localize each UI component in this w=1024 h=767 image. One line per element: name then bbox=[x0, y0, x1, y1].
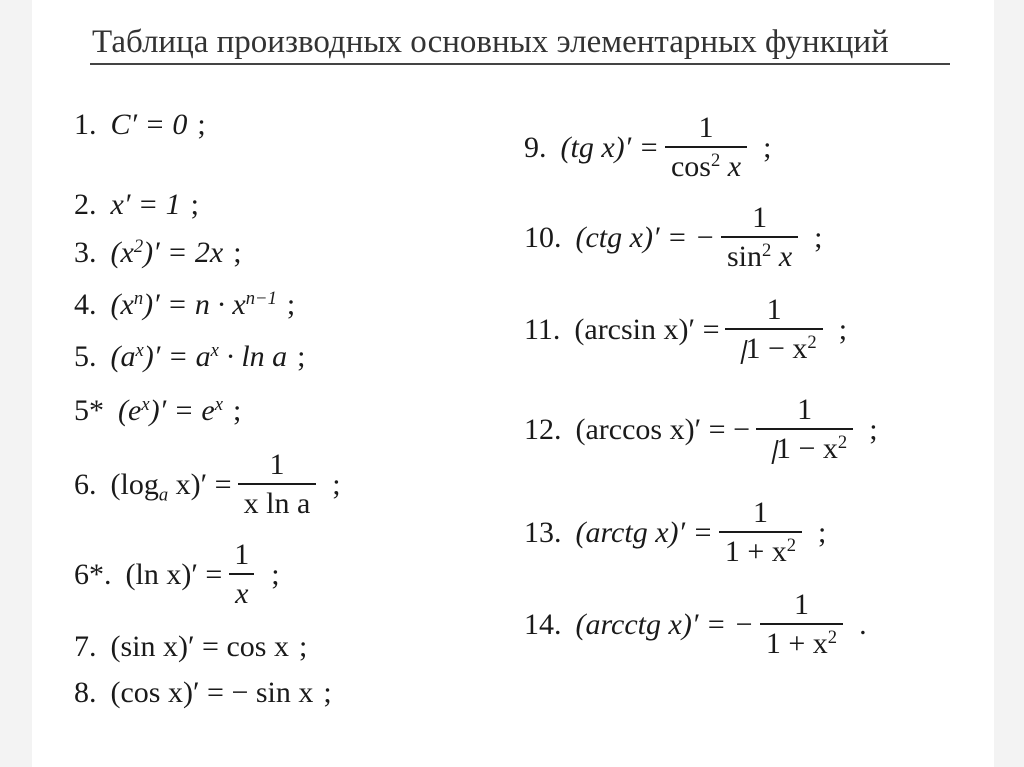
fraction-numerator: 1 bbox=[797, 393, 813, 426]
formula-number: 5* bbox=[74, 394, 104, 427]
formula-13 bbox=[524, 498, 826, 567]
formula-expression: (ln x)′ = bbox=[125, 557, 223, 591]
formula-14 bbox=[524, 590, 867, 659]
formula-terminator: ; bbox=[197, 108, 206, 141]
formula-number: 13. bbox=[524, 515, 562, 549]
formula-expression: $(x^n)' = n \cdot x^{n-1}$ bbox=[110, 287, 277, 321]
formula-expression: (arctg x)′ = bbox=[575, 515, 713, 549]
formula-number: 14. bbox=[524, 607, 562, 641]
formula-number: 10. bbox=[524, 220, 562, 254]
fraction bbox=[721, 203, 798, 272]
fraction-numerator: 1 bbox=[234, 538, 250, 571]
fraction-denominator: x bbox=[229, 573, 254, 609]
formula-terminator: ; bbox=[869, 412, 878, 446]
formula-expression: (cos x)′ = − sin x bbox=[110, 676, 314, 709]
formula-4 bbox=[74, 287, 296, 321]
fraction-denominator: $\cos^2 x$ bbox=[665, 146, 747, 182]
formula-5 bbox=[74, 339, 306, 373]
formula-number: 1. bbox=[74, 108, 97, 141]
fraction-denominator: $1 + x^2$ bbox=[760, 623, 843, 659]
formula-9 bbox=[524, 113, 771, 182]
formula-expression: $(a^x)' = a^x \cdot \ln a$ bbox=[110, 339, 288, 373]
formula-1 bbox=[74, 110, 206, 140]
formula-number: 8. bbox=[74, 676, 97, 709]
formula-expression: (sin x)′ = cos x bbox=[110, 630, 289, 663]
formula-terminator: ; bbox=[323, 676, 332, 709]
formula-number: 6*. bbox=[74, 557, 112, 591]
page-title: Таблица производных основных элементарных функций bbox=[92, 24, 889, 60]
fraction-denominator bbox=[725, 328, 822, 364]
fraction bbox=[719, 498, 802, 567]
fraction-denominator: x ln a bbox=[238, 483, 317, 519]
fraction-numerator: 1 bbox=[269, 448, 285, 481]
formula-number: 4. bbox=[74, 288, 97, 321]
fraction-numerator: 1 bbox=[752, 496, 768, 529]
formula-terminator: ; bbox=[286, 288, 296, 321]
fraction-numerator: 1 bbox=[752, 201, 768, 234]
formula-10 bbox=[524, 203, 822, 272]
fraction-numerator: 1 bbox=[766, 293, 782, 326]
formula-expression: (arcsin x)′ = bbox=[574, 312, 720, 346]
fraction bbox=[665, 113, 747, 182]
formula-expression: $(x^2)' = 2x$ bbox=[110, 235, 224, 269]
sqrt-radical: $1 - x^2$ bbox=[762, 434, 847, 464]
formula-number: 9. bbox=[524, 130, 547, 164]
fraction-denominator: $\sin^2 x$ bbox=[721, 236, 798, 272]
fraction-denominator: $1 + x^2$ bbox=[719, 531, 802, 567]
fraction-denominator bbox=[756, 428, 853, 464]
formula-5-star bbox=[74, 393, 242, 427]
formula-number: 11. bbox=[524, 312, 561, 346]
fraction bbox=[228, 540, 255, 609]
formula-expression: C′ = 0 bbox=[110, 108, 188, 141]
formula-12 bbox=[524, 395, 878, 464]
formula-terminator: ; bbox=[233, 236, 242, 269]
formula-2 bbox=[74, 190, 199, 220]
formula-number: 2. bbox=[74, 188, 97, 221]
title-underline bbox=[90, 63, 950, 65]
formula-11 bbox=[524, 295, 847, 364]
fraction bbox=[725, 295, 822, 364]
formula-expression: (ctg x)′ = − bbox=[575, 220, 715, 254]
formula-terminator: ; bbox=[271, 557, 280, 591]
formula-expression: x′ = 1 bbox=[110, 188, 181, 221]
formula-number: 3. bbox=[74, 236, 97, 269]
fraction-numerator: 1 bbox=[793, 588, 809, 621]
formula-number: 12. bbox=[524, 412, 562, 446]
formula-expression: (tg x)′ = bbox=[560, 130, 659, 164]
formula-3 bbox=[74, 235, 242, 269]
fraction bbox=[238, 450, 317, 519]
formula-6-star bbox=[74, 540, 280, 609]
formula-terminator: ; bbox=[838, 312, 848, 346]
sqrt-radical: $1 - x^2$ bbox=[731, 334, 816, 364]
formula-terminator: ; bbox=[332, 467, 341, 501]
formula-terminator: . bbox=[859, 607, 867, 641]
formula-terminator: ; bbox=[818, 515, 827, 549]
formula-number: 6. bbox=[74, 467, 97, 501]
fraction bbox=[760, 590, 843, 659]
fraction bbox=[756, 395, 853, 464]
fraction-numerator: 1 bbox=[698, 111, 714, 144]
formula-expression: (arcctg x)′ = − bbox=[575, 607, 754, 641]
formula-7 bbox=[74, 632, 307, 662]
formula-terminator: ; bbox=[763, 130, 772, 164]
formula-expression: (arccos x)′ = − bbox=[575, 412, 750, 446]
formula-terminator: ; bbox=[232, 394, 242, 427]
formula-8 bbox=[74, 678, 332, 708]
formula-terminator: ; bbox=[190, 188, 199, 221]
formula-terminator: ; bbox=[297, 340, 306, 373]
formula-number: 5. bbox=[74, 340, 97, 373]
formula-expression: $(e^x)' = e^x$ bbox=[118, 393, 223, 427]
formula-expression: ($\log_a$ x)′ = bbox=[110, 467, 232, 505]
formula-6 bbox=[74, 450, 341, 519]
formula-terminator: ; bbox=[298, 630, 308, 663]
formula-number: 7. bbox=[74, 630, 97, 663]
formula-terminator: ; bbox=[814, 220, 823, 254]
